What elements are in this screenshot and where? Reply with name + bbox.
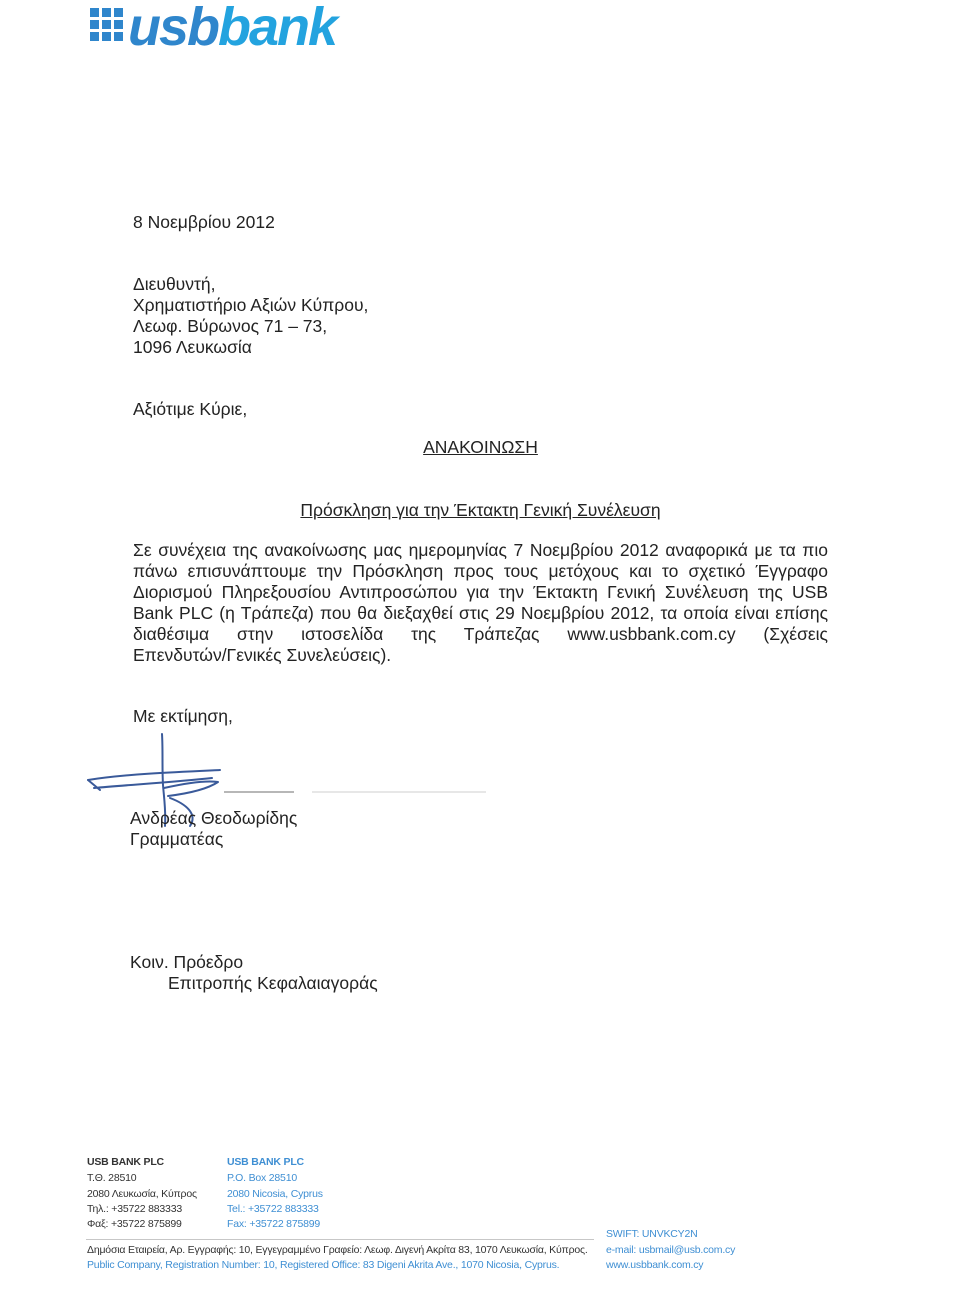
body-line-2: πάνω επισυνάπτουμε την Πρόσκληση προς τους μετόχους και το σχετικό Έγγραφο <box>133 561 828 581</box>
usbbank-logo <box>88 0 418 56</box>
cc-line-2: Επιτροπής Κεφαλαιαγοράς <box>168 973 378 993</box>
body-line-4: Bank PLC (η Τράπεζα) που θα διεξαχθεί στις 29 Νοεμβρίου 2012, τα οποία είναι επίσης <box>133 603 828 623</box>
svg-text:usbbank: usbbank <box>128 0 337 56</box>
logo-dot-grid-icon <box>90 8 123 41</box>
footer-gr-pobox: Τ.Θ. 28510 <box>87 1172 137 1184</box>
body-line-1: Σε συνέχεια της ανακοίνωσης μας ημερομηνίας 7 Νοεμβρίου 2012 αναφορικά με τα πιο <box>133 540 828 560</box>
body-line-3: Διορισμού Πληρεξουσίου Αντιπροσώπου για την Έκτακτη Γενική Συνέλευση της USB <box>133 582 828 602</box>
cc-label: Κοιν. Πρόεδρο <box>130 952 244 972</box>
body-line-5: διαθέσιμα στην ιστοσελίδα της Τράπεζας www.usbbank.com.cy (Σχέσεις <box>133 624 828 644</box>
letter-date: 8 Νοεμβρίου 2012 <box>133 212 275 232</box>
footer-en-pobox: P.O. Box 28510 <box>227 1172 297 1184</box>
signatory-name: Ανδρέας Θεοδωρίδης <box>130 808 298 828</box>
footer-en-company: USB BANK PLC <box>227 1156 304 1168</box>
footer-gr-tel: Τηλ.: +35722 883333 <box>87 1203 182 1215</box>
recipient-line-2: Χρηματιστήριο Αξιών Κύπρου, <box>133 295 369 315</box>
footer-email[interactable]: e-mail: usbmail@usb.com.cy <box>606 1244 736 1256</box>
footer-gr-company: USB BANK PLC <box>87 1156 164 1168</box>
recipient-line-3: Λεωφ. Βύρωνος 71 – 73, <box>133 316 328 336</box>
footer-en-tel: Tel.: +35722 883333 <box>227 1203 319 1215</box>
recipient-line-4: 1096 Λευκωσία <box>133 337 252 357</box>
announcement-subheading: Πρόσκληση για την Έκτακτη Γενική Συνέλευση <box>300 500 661 520</box>
footer-en-city: 2080 Nicosia, Cyprus <box>227 1188 323 1200</box>
footer-registration-en: Public Company, Registration Number: 10, Registered Office: 83 Digeni Akrita Ave., 1070 Nicosia, Cyprus. <box>87 1259 560 1271</box>
salutation: Αξιότιμε Κύριε, <box>133 399 248 419</box>
footer-gr-city: 2080 Λευκωσία, Κύπρος <box>87 1188 197 1200</box>
footer-gr-fax: Φαξ: +35722 875899 <box>87 1218 182 1230</box>
announcement-heading: ΑΝΑΚΟΙΝΩΣΗ <box>423 437 538 457</box>
footer-registration-gr: Δημόσια Εταιρεία, Αρ. Εγγραφής: 10, Εγγεγραμμένο Γραφείο: Λεωφ. Διγενή Ακρίτα 83, 1070 Λευκωσία, Κύπρος. <box>87 1244 588 1256</box>
footer-divider <box>86 1239 594 1240</box>
footer-swift: SWIFT: UNVKCY2N <box>606 1228 698 1240</box>
footer-en-fax: Fax: +35722 875899 <box>227 1218 321 1230</box>
recipient-line-1: Διευθυντή, <box>133 274 216 294</box>
closing: Με εκτίμηση, <box>133 706 233 726</box>
footer-website[interactable]: www.usbbank.com.cy <box>606 1259 704 1271</box>
signatory-title: Γραμματέας <box>130 829 224 849</box>
body-line-6: Επενδυτών/Γενικές Συνελεύσεις). <box>133 645 392 665</box>
